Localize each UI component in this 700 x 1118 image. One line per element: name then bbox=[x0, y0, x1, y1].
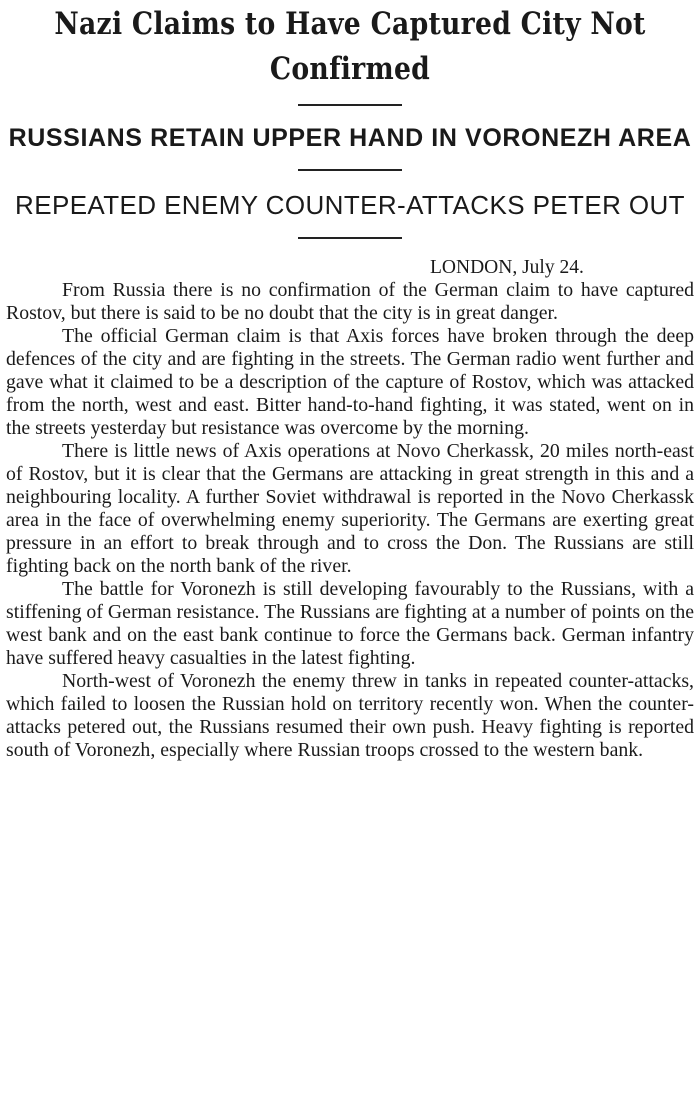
dateline: LONDON, July 24. bbox=[430, 257, 584, 278]
subheadline: RUSSIANS RETAIN UPPER HAND IN VORONEZH AREA bbox=[8, 124, 692, 152]
paragraph: From Russia there is no confirmation of the German claim to have captured Rostov, but there is said to be no doubt that the city is in great danger. bbox=[6, 279, 694, 324]
third-headline: REPEATED ENEMY COUNTER-ATTACKS PETER OUT bbox=[15, 190, 685, 220]
headline: Nazi Claims to Have Captured City Not Confirmed bbox=[54, 6, 646, 87]
paragraph: The battle for Voronezh is still developing favourably to the Russians, with a stiffening of German resistance. The Russians are fighting at a number of points on the west bank and on the east bank continue to force the Germans back. German infantry have suffered heavy casualties in the latest fighting. bbox=[6, 578, 694, 669]
article-body bbox=[6, 279, 694, 762]
paragraph: North-west of Voronezh the enemy threw in tanks in repeated counter-attacks, which failed to loosen the Russian hold on territory recently won. When the counter-attacks petered out, the Russians resumed their own push. Heavy fighting is reported south of Voronezh, especially where Russian troops crossed to the western bank. bbox=[6, 670, 694, 761]
subheadline-divider bbox=[298, 169, 402, 171]
paragraph: The official German claim is that Axis forces have broken through the deep defences of the city and are fighting in the streets. The German radio went further and gave what it claimed to be a description of the capture of Rostov, which was attacked from the north, west and east. Bitter hand-to-hand fighting, it was stated, went on in the streets yesterday but resistance was overcome by the morning. bbox=[6, 325, 694, 439]
paragraph: There is little news of Axis operations at Novo Cherkassk, 20 miles north-east of Rostov, but it is clear that the Germans are attacking in great strength in this and a neighbouring locality. A further Soviet withdrawal is reported in the Novo Cherkassk area in the face of overwhelming enemy superiority. The Germans are exerting great pressure in an effort to break through and to cross the Don. The Russians are still fighting back on the north bank of the river. bbox=[6, 440, 694, 577]
headline-divider bbox=[298, 104, 402, 106]
third-headline-divider bbox=[298, 237, 402, 239]
